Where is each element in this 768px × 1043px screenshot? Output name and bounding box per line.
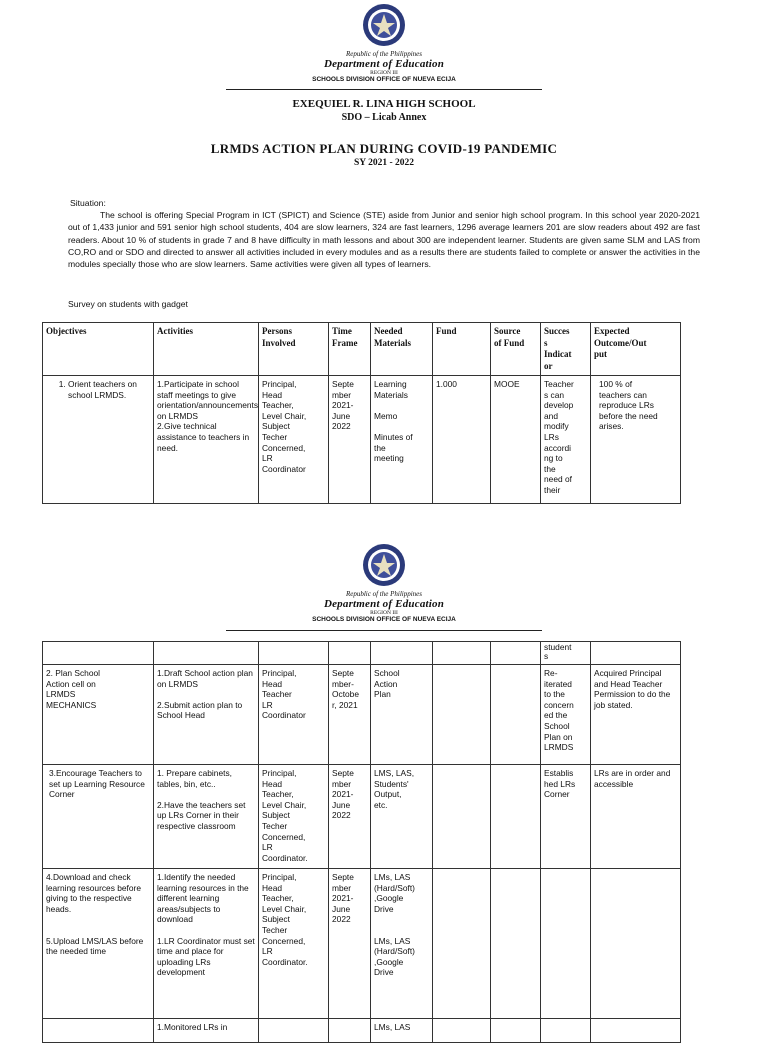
cell-objective: [43, 376, 154, 504]
header-indicator: Succes s Indicat or: [541, 323, 591, 376]
cell-objective: 2. Plan School Action cell on LRMDS MECHANICS: [43, 665, 154, 765]
region-line: REGION III: [370, 610, 398, 616]
cell-activities: 1.Identify the needed learning resources in the different learning areas/subjects to download 1.LR Coordinator must set time and place for uploading LRs development: [154, 869, 259, 1019]
letterhead-rule: [226, 630, 542, 631]
situation-label: Situation:: [70, 198, 106, 208]
division-line: SCHOOLS DIVISION OFFICE OF NUEVA ECIJA: [312, 616, 456, 623]
school-annex: SDO – Licab Annex: [341, 112, 427, 123]
department-line: Department of Education: [323, 58, 445, 70]
letterhead: [178, 590, 590, 623]
cell-activities: 1.Draft School action plan on LRMDS 2.Submit action plan to School Head: [154, 665, 259, 765]
cell-materials: School Action Plan: [371, 665, 433, 765]
letterhead-rule: [226, 89, 542, 90]
header-source: Source of Fund: [491, 323, 541, 376]
cell-indicator: Establis hed LRs Corner: [541, 765, 591, 869]
cell-indicator: student s: [541, 642, 591, 665]
cell-activities: 1.Participate in school staff meetings to give orientation/announcements on LRMDS 2.Give technical assistance to teachers in need.: [154, 376, 259, 504]
cell-time: Septe mber 2021- June 2022: [329, 765, 371, 869]
cell-objective: 4.Download and check learning resources before giving to the respective heads. 5.Upload LMS/LAS before the needed time: [43, 869, 154, 1019]
cell-persons: Principal, Head Teacher, Level Chair, Subject Techer Concerned, LR Coordinator.: [259, 869, 329, 1019]
region-line: REGION III: [370, 70, 398, 76]
cell-time: Septe mber 2021- June 2022: [329, 869, 371, 1019]
survey-label: Survey on students with gadget: [68, 299, 188, 309]
cell-indicator: Teacher s can develop and modify LRs accordi ng to the need of their: [541, 376, 591, 504]
school-name: EXEQUIEL R. LINA HIGH SCHOOL: [292, 98, 476, 110]
cell-objective: 3.Encourage Teachers to set up Learning Resource Corner: [43, 765, 154, 869]
cell-outcome: 100 % of teachers can reproduce LRs before the need arises.: [591, 376, 681, 504]
cell-persons: Principal, Head Teacher, Level Chair, Subject Techer Concerned, LR Coordinator: [259, 376, 329, 504]
cell-persons: Principal, Head Teacher LR Coordinator: [259, 665, 329, 765]
department-line: Department of Education: [323, 598, 445, 610]
table-row: [43, 765, 681, 869]
header-activities: Activities: [154, 323, 259, 376]
cell-indicator: Re- iterated to the concern ed the School Plan on LRMDS: [541, 665, 591, 765]
table-row: [43, 1019, 681, 1043]
cell-time: Septe mber 2021- June 2022: [329, 376, 371, 504]
school-year: SY 2021 - 2022: [353, 158, 415, 168]
situation-paragraph: The school is offering Special Program in ICT (SPICT) and Science (STE) aside from Junior and senior high school program. In this school year 2020-2021 out of 1,433 junior and 591 senior high school students, 404 are slow learners, 324 are fast learners, 1296 average learners 201 are slow readers about 492 are fast readers. About 10 % of students in grade 7 and 8 have difficulty in math lessons and about 300 are independent learner. Students are given same SLM and LAS from CO,RO and or SDO and directed to answer all activities included in every modules and as a results there are students failed to complete or answer the activities in the modules specially those who are slow learners. Same activities were given all types of learners.: [68, 210, 700, 270]
table-row: [43, 665, 681, 765]
division-line: SCHOOLS DIVISION OFFICE OF NUEVA ECIJA: [312, 76, 456, 83]
table-row: [43, 869, 681, 1019]
header-time: Time Frame: [329, 323, 371, 376]
action-plan-table: [42, 322, 681, 504]
republic-line: Republic of the Philippines: [345, 590, 422, 598]
action-plan-table-continued: [42, 641, 681, 1043]
header-outcome: Expected Outcome/Out put: [591, 323, 681, 376]
letterhead: [178, 50, 590, 83]
header-persons: Persons Involved: [259, 323, 329, 376]
deped-seal-icon: [362, 543, 406, 587]
deped-seal-icon: [362, 3, 406, 47]
cell-source: MOOE: [491, 376, 541, 504]
table-row: [43, 376, 681, 504]
cell-materials: LMs, LAS: [371, 1019, 433, 1043]
header-materials: Needed Materials: [371, 323, 433, 376]
republic-line: Republic of the Philippines: [345, 50, 422, 58]
cell-outcome: LRs are in order and accessible: [591, 765, 681, 869]
cell-materials: LMS, LAS, Students' Output, etc.: [371, 765, 433, 869]
cell-fund: 1.000: [433, 376, 491, 504]
table-header-row: [43, 323, 681, 376]
cell-materials: LMs, LAS (Hard/Soft) ,Google Drive LMs, LAS (Hard/Soft) ,Google Drive: [371, 869, 433, 1019]
cell-outcome: Acquired Principal and Head Teacher Permission to do the job stated.: [591, 665, 681, 765]
header-objectives: Objectives: [43, 323, 154, 376]
cell-activities: 1. Prepare cabinets, tables, bin, etc.. 2.Have the teachers set up LRs Corner in their respective classroom: [154, 765, 259, 869]
page-title: LRMDS ACTION PLAN DURING COVID-19 PANDEMIC: [210, 141, 558, 156]
cell-activities: 1.Monitored LRs in: [154, 1019, 259, 1043]
table-row: [43, 642, 681, 665]
cell-persons: Principal, Head Teacher, Level Chair, Subject Techer Concerned, LR Coordinator.: [259, 765, 329, 869]
objective-text: 1. Orient teachers on school LRMDS.: [68, 379, 150, 400]
cell-time: Septe mber- Octobe r, 2021: [329, 665, 371, 765]
header-fund: Fund: [433, 323, 491, 376]
cell-materials: Learning Materials Memo Minutes of the meeting: [371, 376, 433, 504]
